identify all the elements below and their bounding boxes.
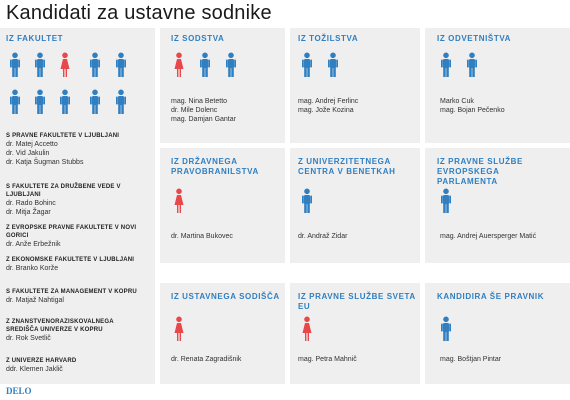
female-person-icon — [173, 52, 185, 78]
male-person-icon — [199, 52, 211, 78]
delo-logo: DELO — [6, 386, 32, 396]
male-person-icon — [301, 52, 313, 78]
male-person-icon — [59, 89, 71, 115]
group-heading: KANDIDIRA ŠE PRAVNIK — [437, 292, 545, 301]
faculty-heading: IZ FAKULTET — [6, 34, 64, 43]
group-heading: IZ SODSTVA — [171, 34, 225, 43]
male-person-icon — [440, 316, 452, 342]
faculty-section — [6, 183, 156, 217]
male-person-icon — [440, 52, 452, 78]
male-person-icon — [34, 89, 46, 115]
faculty-section-title: Z ZNANSTVENORAZISKOVALNEGA SREDIŠČA UNIVERZE V KOPRU — [6, 319, 114, 333]
candidate-name: dr. Katja Šugman Stubbs — [6, 159, 84, 166]
group-names — [440, 97, 505, 115]
faculty-section — [6, 357, 156, 374]
group-heading: IZ USTAVNEGA SODIŠČA — [171, 292, 280, 301]
group-names — [298, 97, 358, 115]
candidate-name: dr. Mitja Žagar — [6, 209, 51, 216]
group-cell — [425, 28, 570, 143]
group-names — [171, 355, 241, 364]
faculty-section-title: S FAKULTETE ZA MANAGEMENT V KOPRU — [6, 289, 137, 295]
faculty-section-title: S FAKULTETE ZA DRUŽBENE VEDE V LJUBLJANI — [6, 184, 121, 198]
group-heading: IZ DRŽAVNEGA PRAVOBRANILSTVA — [171, 157, 259, 176]
group-heading: IZ PRAVNE SLUŽBE EVROPSKEGA PARLAMENTA — [437, 157, 523, 186]
group-cell — [290, 28, 420, 143]
faculty-section — [6, 132, 156, 167]
male-person-icon — [9, 52, 21, 78]
male-person-icon — [466, 52, 478, 78]
group-heading: IZ ODVETNIŠTVA — [437, 34, 512, 43]
female-person-icon — [173, 188, 185, 214]
group-names — [440, 232, 536, 241]
group-names — [298, 232, 347, 241]
faculty-section-title: S PRAVNE FAKULTETE V LJUBLJANI — [6, 133, 120, 139]
candidate-name: mag. Nina Betetto — [171, 98, 228, 105]
female-person-icon — [301, 316, 313, 342]
candidate-name: mag. Bojan Pečenko — [440, 107, 505, 114]
male-person-icon — [225, 52, 237, 78]
candidate-name: dr. Matej Accetto — [6, 141, 58, 148]
candidate-name: mag. Andrej Auersperger Matić — [440, 233, 537, 240]
candidate-name: dr. Rok Svetlič — [6, 335, 51, 342]
candidate-name: mag. Jože Kozina — [298, 107, 354, 114]
group-heading: IZ TOŽILSTVA — [298, 34, 359, 43]
group-cell — [160, 28, 285, 143]
female-person-icon — [59, 52, 71, 78]
male-person-icon — [301, 188, 313, 214]
male-person-icon — [115, 52, 127, 78]
male-person-icon — [115, 89, 127, 115]
faculty-section-title: Z EVROPSKE PRAVNE FAKULTETE V NOVI GORICI — [6, 225, 137, 239]
candidate-name: dr. Andraž Zidar — [298, 233, 348, 240]
male-person-icon — [34, 52, 46, 78]
male-person-icon — [9, 89, 21, 115]
group-names — [171, 97, 236, 124]
group-heading: Z UNIVERZITETNEGA CENTRA V BENETKAH — [298, 157, 396, 176]
candidate-name: dr. Mile Dolenc — [171, 107, 218, 114]
group-names — [440, 355, 501, 364]
candidate-name: dr. Renata Zagradišnik — [171, 356, 242, 363]
group-heading: IZ PRAVNE SLUŽBE SVETA EU — [298, 292, 416, 311]
candidate-name: dr. Martina Bukovec — [171, 233, 233, 240]
faculty-section-title: Z EKONOMSKE FAKULTETE V LJUBLJANI — [6, 257, 135, 263]
candidate-name: ddr. Klemen Jaklič — [6, 366, 63, 373]
female-person-icon — [173, 316, 185, 342]
male-person-icon — [440, 188, 452, 214]
candidate-name: mag. Andrej Ferlinc — [298, 98, 359, 105]
faculty-section — [6, 288, 156, 305]
faculty-section — [6, 256, 156, 273]
candidate-name: dr. Matjaž Nahtigal — [6, 297, 64, 304]
candidate-name: mag. Petra Mahnič — [298, 356, 357, 363]
male-person-icon — [89, 52, 101, 78]
candidate-name: Marko Cuk — [440, 98, 474, 105]
faculty-section — [6, 318, 116, 343]
candidate-name: mag. Damjan Gantar — [171, 116, 236, 123]
male-person-icon — [89, 89, 101, 115]
group-names — [171, 232, 233, 241]
candidate-name: dr. Vid Jakulin — [6, 150, 50, 157]
candidate-name: dr. Anže Erbežnik — [6, 241, 61, 248]
candidate-name: mag. Boštjan Pintar — [440, 356, 502, 363]
candidate-name: dr. Rado Bohinc — [6, 200, 56, 207]
page-title: Kandidati za ustavne sodnike — [6, 2, 272, 24]
male-person-icon — [327, 52, 339, 78]
candidate-name: dr. Branko Korže — [6, 265, 59, 272]
faculty-section — [6, 224, 156, 249]
faculty-section-title: Z UNIVERZE HARVARD — [6, 358, 77, 364]
group-names — [298, 355, 357, 364]
